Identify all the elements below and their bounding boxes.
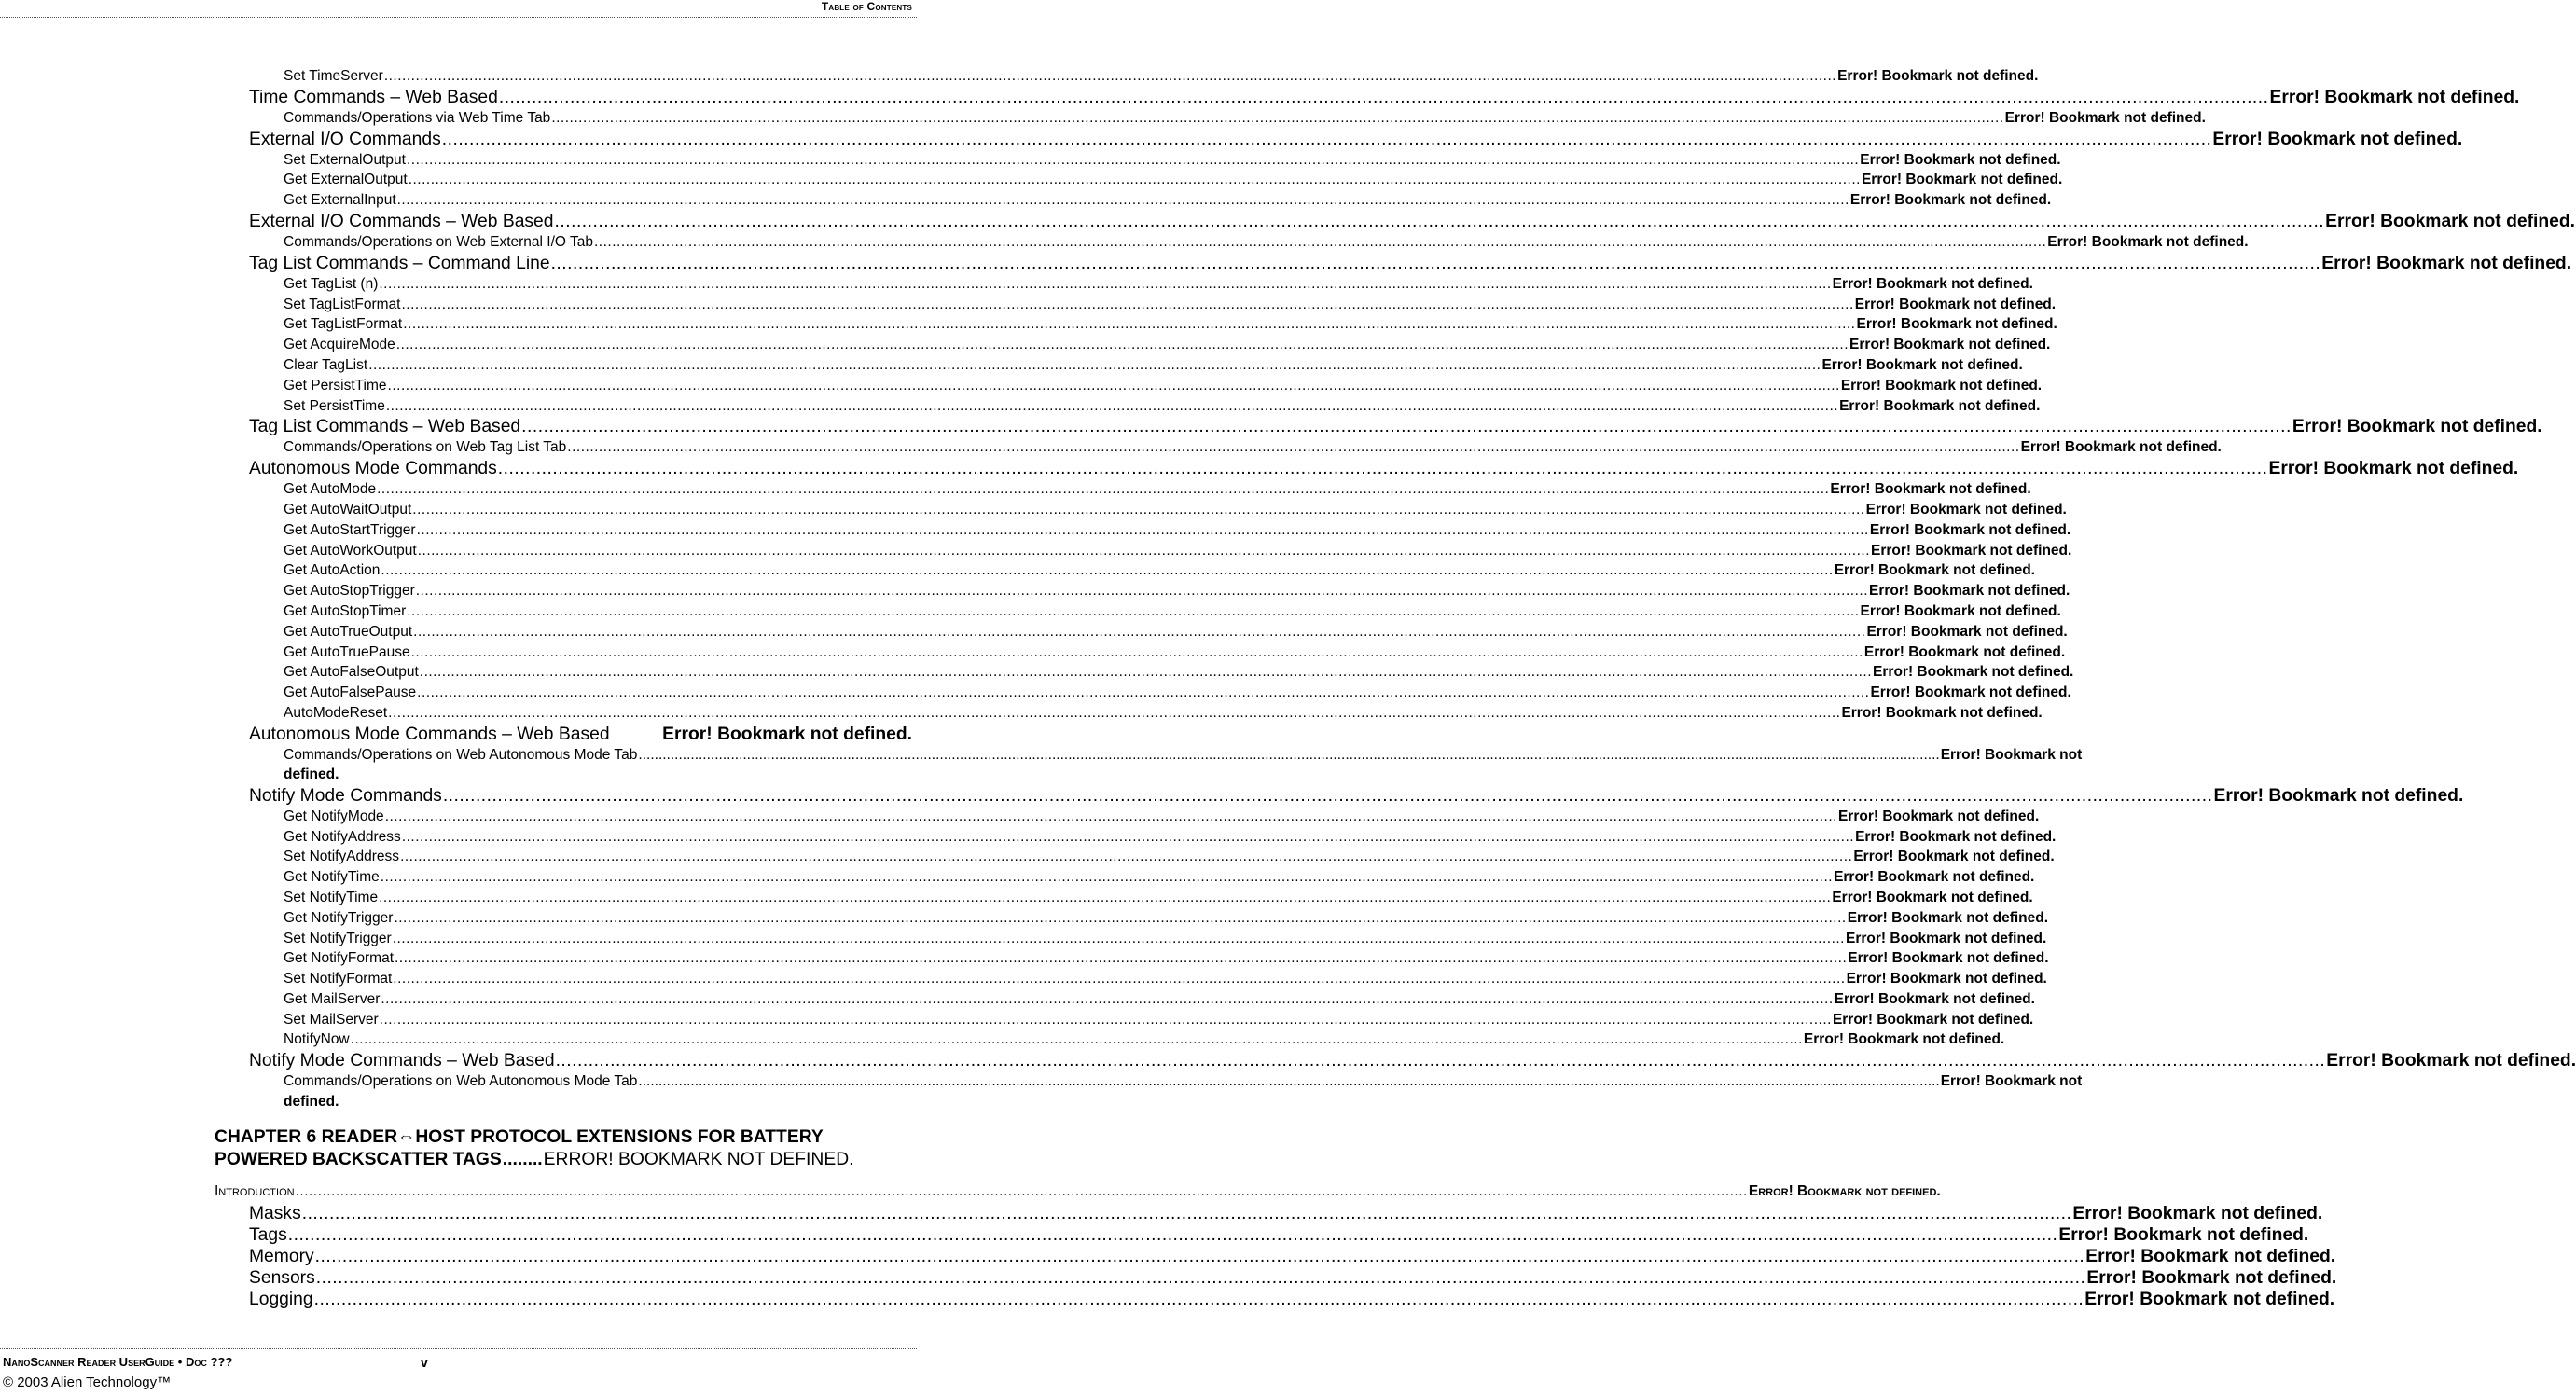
toc-entry-label: Time Commands – Web Based xyxy=(249,87,498,107)
toc-entry[interactable] xyxy=(0,1267,2337,1289)
toc-entry-label: Get NotifyMode xyxy=(284,808,384,824)
toc-entry-label: AutoModeReset xyxy=(284,704,388,721)
toc-entry-label: Set NotifyAddress xyxy=(284,849,400,865)
toc-page-ref[interactable]: Error! Bookmark not defined. xyxy=(1837,68,2039,84)
toc-entry-label: Logging xyxy=(249,1290,313,1310)
chapter-title-line2: POWERED BACKSCATTER TAGS xyxy=(215,1150,502,1170)
toc-page-ref[interactable]: Error! Bookmark not defined. xyxy=(1861,172,2063,188)
toc-leader-dots: .................................................................................................................................................................................................................................................................................................................................... xyxy=(521,417,2292,437)
toc-entry-label: Commands/Operations on Web Autonomous Mode Tab xyxy=(284,1073,638,1090)
toc-leader-dots: .................................................................................................................................................................................................................................................................................................................................... xyxy=(551,109,2004,126)
toc-entry[interactable] xyxy=(0,108,2206,129)
toc-page-ref[interactable]: Error! Bookmark not defined. xyxy=(1839,397,2041,414)
toc-entry[interactable] xyxy=(0,785,2464,807)
toc-leader-dots: .................................................................................................................................................................................................................................................................................................................................... xyxy=(441,129,2212,149)
toc-entry[interactable] xyxy=(0,355,2023,376)
toc-entry-label: Get AutoFalseOutput xyxy=(284,664,419,681)
toc-page-ref[interactable]: Error! Bookmark not defined. xyxy=(1848,950,2049,967)
toc-page-ref[interactable]: Error! Bookmark not defined. xyxy=(1847,909,2049,926)
toc-group-a xyxy=(0,66,2576,745)
toc-entry-label: Set NotifyTime xyxy=(284,889,379,905)
toc-entry-label: Set NotifyFormat xyxy=(284,971,393,988)
toc-page-ref[interactable]: Error! Bookmark not defined. xyxy=(2058,1225,2309,1246)
toc-leader-dots: .................................................................................................................................................................................................................................................................................................................................... xyxy=(392,930,1845,946)
toc-leader-dots: ........ xyxy=(502,1150,543,1170)
toc-entry-introduction[interactable] xyxy=(0,1181,1941,1203)
toc-entry-label: Autonomous Mode Commands – Web Based xyxy=(249,724,610,744)
toc-entry-label: Sensors xyxy=(249,1268,315,1289)
toc-entry[interactable] xyxy=(0,683,2071,703)
toc-page-ref[interactable]: Error! Bookmark not defined. xyxy=(1871,542,2072,559)
toc-page-ref[interactable]: Error! Bookmark not defined. xyxy=(2020,439,2222,456)
toc-leader-dots: .................................................................................................................................................................................................................................................................................................................................... xyxy=(417,542,1871,559)
toc-entry-label: Get AutoMode xyxy=(284,481,377,498)
toc-leader-dots: .................................................................................................................................................................................................................................................................................................................................... xyxy=(395,950,1848,967)
toc-entry[interactable] xyxy=(0,847,2055,867)
toc-leader-dots: .................................................................................................................................................................................................................................................................................................................................... xyxy=(313,1290,2084,1310)
toc-entry-label: Introduction xyxy=(215,1183,295,1200)
toc-entry[interactable] xyxy=(0,969,2047,989)
toc-entry-label: Set ExternalOutput xyxy=(284,151,406,168)
toc-entry[interactable] xyxy=(0,437,2222,458)
toc-entry-label: Set TagListFormat xyxy=(284,296,401,312)
toc-page-ref[interactable]: Error! Bookmark not defined. xyxy=(1832,889,2033,905)
toc-page-ref[interactable]: Error! Bookmark not defined. xyxy=(1834,990,2035,1007)
toc-entry-label: External I/O Commands – Web Based xyxy=(249,211,554,231)
toc-entry-label: Notify Mode Commands – Web Based xyxy=(249,1051,555,1071)
toc-leader-dots: .................................................................................................................................................................................................................................................................................................................................... xyxy=(385,397,1839,414)
toc-leader-dots: .................................................................................................................................................................................................................................................................................................................................... xyxy=(395,337,1849,353)
toc-leader-dots: .................................................................................................................................................................................................................................................................................................................................... xyxy=(408,172,1861,188)
toc-entry-label: Get AutoTruePause xyxy=(284,643,410,660)
toc-leader-dots: .................................................................................................................................................................................................................................................................................................................................... xyxy=(413,623,1866,640)
toc-entry[interactable] xyxy=(0,948,2049,969)
toc-entry-label: Tag List Commands – Web Based xyxy=(249,417,521,437)
toc-leader-dots: .................................................................................................................................................................................................................................................................................................................................... xyxy=(380,869,1834,886)
table-of-contents xyxy=(0,66,2576,1310)
toc-leader-dots: .................................................................................................................................................................................................................................................................................................................................... xyxy=(379,1011,1832,1028)
toc-entry-label: Masks xyxy=(249,1204,301,1224)
toc-leader-dots: .................................................................................................................................................................................................................................................................................................................................... xyxy=(400,849,1853,865)
toc-entry[interactable] xyxy=(0,929,2047,949)
toc-entry[interactable] xyxy=(0,66,2039,87)
toc-entry[interactable] xyxy=(0,376,2043,396)
toc-entry[interactable] xyxy=(0,396,2041,417)
toc-leader-dots: .................................................................................................................................................................................................................................................................................................................................... xyxy=(387,377,1840,394)
toc-entry[interactable] xyxy=(0,295,2057,315)
toc-page-ref[interactable]: Error! Bookmark not xyxy=(1940,746,2083,763)
chapter-page-ref[interactable]: ERROR! BOOKMARK NOT DEFINED. xyxy=(543,1150,854,1170)
toc-page-ref[interactable]: Error! Bookmark not defined. xyxy=(1856,316,2057,333)
toc-entry[interactable] xyxy=(0,541,2072,561)
toc-leader-dots: .................................................................................................................................................................................................................................................................................................................................... xyxy=(379,275,1832,292)
toc-entry-label: Set MailServer xyxy=(284,1011,379,1028)
toc-page-ref[interactable]: Error! Bookmark not defined. xyxy=(2085,1247,2336,1267)
toc-page-ref[interactable]: Error! Bookmark not defined. xyxy=(1832,275,2033,292)
toc-leader-dots: .................................................................................................................................................................................................................................................................................................................................... xyxy=(401,296,1854,312)
toc-page-ref[interactable]: Error! Bookmark not defined. xyxy=(1860,602,2061,619)
toc-entry-wrapped-a[interactable] xyxy=(0,745,2083,785)
toc-page-ref[interactable]: Error! Bookmark not defined. xyxy=(1846,930,2047,946)
toc-entry[interactable] xyxy=(0,170,2063,190)
toc-entry-label: Get TagListFormat xyxy=(284,316,403,333)
page-footer xyxy=(0,1348,917,1390)
toc-entry-label: Commands/Operations via Web Time Tab xyxy=(284,109,551,126)
toc-entry-label: Get NotifyTime xyxy=(284,869,380,886)
header-title: Table of Contents xyxy=(821,0,912,13)
toc-entry-label: Get AutoWorkOutput xyxy=(284,542,417,559)
chapter-title-line1: CHAPTER 6 READER⇔HOST PROTOCOL EXTENSIONS FOR BATTERY xyxy=(215,1127,824,1148)
toc-page-ref[interactable]: Error! Bookmark not defined. xyxy=(2326,1051,2576,1071)
toc-entry-label: Commands/Operations on Web Autonomous Mode Tab xyxy=(284,746,638,763)
toc-entry[interactable] xyxy=(0,458,2519,479)
toc-page-ref[interactable]: Error! Bookmark not defined. xyxy=(1863,643,2066,660)
toc-leader-dots: .................................................................................................................................................................................................................................................................................................................................... xyxy=(350,1031,1803,1048)
toc-leader-dots: .................................................................................................................................................................................................................................................................................................................................... xyxy=(381,990,1834,1007)
toc-page-ref[interactable]: Error! Bookmark not defined. xyxy=(1803,1031,2005,1048)
toc-page-ref[interactable]: Error! Bookmark not defined. xyxy=(1832,1011,2034,1028)
toc-entry-label: Get AutoWaitOutput xyxy=(284,501,412,518)
toc-entry-label: Tags xyxy=(249,1225,287,1246)
toc-entry-label: Get AutoStopTimer xyxy=(284,602,407,619)
toc-entry-label: NotifyNow xyxy=(284,1031,350,1048)
toc-group-b xyxy=(0,785,2576,1072)
footer-page-number: v xyxy=(421,1355,428,1370)
toc-entry[interactable] xyxy=(0,908,2049,929)
toc-entry[interactable] xyxy=(0,1029,2005,1050)
toc-leader-dots: .................................................................................................................................................................................................................................................................................................................................... xyxy=(393,971,1846,988)
toc-leader-dots: .................................................................................................................................................................................................................................................................................................................................... xyxy=(396,192,1849,209)
toc-entry[interactable] xyxy=(0,601,2061,622)
toc-leader-dots: .................................................................................................................................................................................................................................................................................................................................... xyxy=(410,643,1863,660)
toc-page-ref[interactable]: Error! Bookmark not defined. xyxy=(1854,296,2057,312)
toc-entry[interactable] xyxy=(0,807,2040,827)
toc-entry-label: Commands/Operations on Web Tag List Tab xyxy=(284,439,567,456)
toc-entry[interactable] xyxy=(0,581,2070,601)
toc-page-ref[interactable]: Error! Bookmark not defined. xyxy=(1834,869,2035,886)
toc-entry-label: Get ExternalInput xyxy=(284,192,396,209)
toc-page-ref[interactable]: Error! Bookmark not defined. xyxy=(1870,684,2071,701)
toc-entry[interactable] xyxy=(0,335,2051,355)
toc-entry-label: Get NotifyFormat xyxy=(284,950,394,967)
toc-leader-dots: .................................................................................................................................................................................................................................................................................................................................... xyxy=(314,1247,2085,1267)
toc-page-ref[interactable]: Error! Bookmark not defined. xyxy=(2213,785,2464,806)
toc-leader-dots: .................................................................................................................................................................................................................................................................................................................................... xyxy=(638,1073,1940,1090)
toc-page-ref[interactable]: Error! Bookmark not defined. xyxy=(1849,192,2052,209)
toc-entry-label: Get AutoTrueOutput xyxy=(284,623,413,640)
toc-page-ref[interactable]: Error! Bookmark not defined. xyxy=(2325,211,2576,231)
toc-entry[interactable] xyxy=(0,314,2057,335)
toc-leader-dots: .................................................................................................................................................................................................................................................................................................................................... xyxy=(555,1051,2326,1071)
toc-page-ref[interactable]: Error! Bookmark not defined. xyxy=(1834,562,2035,579)
toc-leader-dots: .................................................................................................................................................................................................................................................................................................................................... xyxy=(550,253,2321,273)
toc-page-ref[interactable]: Error! Bookmark not defined. xyxy=(2212,129,2463,149)
footer-doc-title: NanoScanner Reader UserGuide • Doc ??? xyxy=(3,1355,233,1369)
toc-entry[interactable] xyxy=(0,827,2057,848)
toc-page-ref-continued: defined. xyxy=(284,767,339,783)
toc-entry[interactable] xyxy=(0,211,2576,232)
toc-leader-dots: .................................................................................................................................................................................................................................................................................................................................... xyxy=(384,808,1837,824)
footer-copyright: © 2003 Alien Technology™ xyxy=(3,1374,172,1390)
toc-page-ref[interactable]: Error! Bookmark not xyxy=(1940,1073,2083,1090)
toc-entry-label: Get NotifyAddress xyxy=(284,828,401,845)
toc-entry-label: Tag List Commands – Command Line xyxy=(249,253,550,273)
toc-entry-label: Get AutoStartTrigger xyxy=(284,521,416,538)
toc-entry-wrapped-b[interactable] xyxy=(0,1071,2083,1112)
toc-entry[interactable] xyxy=(0,622,2068,642)
toc-leader-dots: .................................................................................................................................................................................................................................................................................................................................... xyxy=(388,704,1841,721)
toc-entry-label: Get AutoStopTrigger xyxy=(284,583,415,600)
toc-entry[interactable] xyxy=(0,150,2061,171)
toc-leader-dots: .................................................................................................................................................................................................................................................................................................................................... xyxy=(412,501,1865,518)
toc-leader-dots: .................................................................................................................................................................................................................................................................................................................................... xyxy=(442,785,2213,806)
toc-page-ref[interactable]: Error! Bookmark not defined. xyxy=(1837,808,2040,824)
toc-entry[interactable] xyxy=(0,87,2520,108)
toc-entry[interactable] xyxy=(0,642,2066,663)
toc-entry-label: Memory xyxy=(249,1247,314,1267)
toc-leader-dots: .................................................................................................................................................................................................................................................................................................................................... xyxy=(377,481,1830,498)
toc-entry-label: Clear TagList xyxy=(284,356,368,373)
toc-leader-dots: .................................................................................................................................................................................................................................................................................................................................... xyxy=(383,68,1837,84)
toc-entry[interactable] xyxy=(0,724,917,745)
toc-entry[interactable] xyxy=(0,232,2249,253)
toc-entry-label: Set NotifyTrigger xyxy=(284,930,392,946)
toc-leader-dots: .................................................................................................................................................................................................................................................................................................................................... xyxy=(315,1268,2086,1289)
toc-entry[interactable] xyxy=(0,888,2033,908)
toc-leader-dots: .................................................................................................................................................................................................................................................................................................................................... xyxy=(416,521,1869,538)
toc-entry[interactable] xyxy=(0,1224,2309,1246)
toc-entry[interactable] xyxy=(0,129,2463,150)
toc-entry-label: Get PersistTime xyxy=(284,377,387,394)
toc-leader-dots: .................................................................................................................................................................................................................................................................................................................................... xyxy=(419,664,1873,681)
toc-leader-dots: .................................................................................................................................................................................................................................................................................................................................... xyxy=(403,316,1856,333)
toc-page-ref[interactable]: Error! Bookmark not defined. xyxy=(1840,377,2043,394)
toc-leader-dots: .................................................................................................................................................................................................................................................................................................................................... xyxy=(567,439,2020,456)
toc-leader-dots: .................................................................................................................................................................................................................................................................................................................................... xyxy=(287,1225,2058,1246)
toc-page-ref[interactable]: Error! Bookmark not defined. xyxy=(1748,1183,1941,1200)
toc-entry-label: Get AcquireMode xyxy=(284,337,395,353)
toc-entry[interactable] xyxy=(0,1246,2336,1267)
toc-page-ref[interactable]: Error! Bookmark not defined. xyxy=(662,724,912,744)
toc-page-ref[interactable]: Error! Bookmark not defined. xyxy=(1849,337,2051,353)
toc-entry[interactable] xyxy=(0,416,2542,437)
toc-entry[interactable] xyxy=(0,500,2067,520)
toc-entry[interactable] xyxy=(0,1050,2576,1071)
toc-leader-dots: .................................................................................................................................................................................................................................................................................................................................... xyxy=(301,1204,2072,1224)
toc-entry[interactable] xyxy=(0,253,2572,274)
toc-page-ref[interactable]: Error! Bookmark not defined. xyxy=(2072,1204,2323,1224)
toc-page-ref[interactable]: Error! Bookmark not defined. xyxy=(1873,664,2074,681)
page-header xyxy=(0,0,917,18)
toc-page-ref[interactable]: Error! Bookmark not defined. xyxy=(2321,253,2572,273)
toc-entry-label: Commands/Operations on Web External I/O Tab xyxy=(284,233,593,250)
toc-entry[interactable] xyxy=(0,1289,2335,1310)
toc-leader-dots: .................................................................................................................................................................................................................................................................................................................................... xyxy=(554,211,2325,231)
toc-entry-label: Get AutoFalsePause xyxy=(284,684,417,701)
toc-leader-dots: .................................................................................................................................................................................................................................................................................................................................... xyxy=(381,562,1834,579)
toc-entry-label: Set PersistTime xyxy=(284,397,385,414)
toc-page-ref[interactable]: Error! Bookmark not defined. xyxy=(1866,623,2068,640)
toc-page-ref[interactable]: Error! Bookmark not defined. xyxy=(1869,521,2071,538)
toc-entry-label: Autonomous Mode Commands xyxy=(249,459,497,479)
toc-entry[interactable] xyxy=(0,520,2071,541)
toc-entry[interactable] xyxy=(0,479,2031,500)
toc-entry-label: Set TimeServer xyxy=(284,68,383,84)
toc-entry-label: Get MailServer xyxy=(284,990,381,1007)
toc-page-ref[interactable]: Error! Bookmark not defined. xyxy=(1846,971,2047,988)
toc-page-ref[interactable]: Error! Bookmark not defined. xyxy=(2292,417,2542,437)
toc-page-ref[interactable]: Error! Bookmark not defined. xyxy=(1865,501,2067,518)
toc-entry[interactable] xyxy=(0,1010,2034,1030)
toc-leader-dots: .................................................................................................................................................................................................................................................................................................................................... xyxy=(497,459,2268,479)
toc-page-ref[interactable]: Error! Bookmark not defined. xyxy=(1830,481,2031,498)
toc-page-ref[interactable]: Error! Bookmark not defined. xyxy=(2004,109,2206,126)
toc-entry[interactable] xyxy=(0,867,2035,888)
toc-page-ref[interactable]: Error! Bookmark not defined. xyxy=(1855,828,2057,845)
toc-page-ref[interactable]: Error! Bookmark not defined. xyxy=(2084,1290,2335,1310)
toc-entry[interactable] xyxy=(0,190,2052,211)
toc-leader-dots: .................................................................................................................................................................................................................................................................................................................................... xyxy=(406,151,1860,168)
toc-entry[interactable] xyxy=(0,560,2035,581)
toc-entry-label: Get TagList (n) xyxy=(284,275,379,292)
toc-entry[interactable] xyxy=(0,1203,2323,1224)
toc-page-ref[interactable]: Error! Bookmark not defined. xyxy=(1821,356,2023,373)
toc-leader-dots: .................................................................................................................................................................................................................................................................................................................................... xyxy=(295,1183,1748,1200)
toc-page-ref[interactable]: Error! Bookmark not defined. xyxy=(2269,87,2520,107)
toc-leader-dots: .................................................................................................................................................................................................................................................................................................................................... xyxy=(417,684,1870,701)
toc-page-ref[interactable]: Error! Bookmark not defined. xyxy=(1853,849,2055,865)
toc-chapter-entry[interactable] xyxy=(0,1126,917,1171)
toc-group-c xyxy=(0,1203,2337,1310)
toc-leader-dots: .................................................................................................................................................................................................................................................................................................................................... xyxy=(379,889,1832,905)
toc-leader-dots: .................................................................................................................................................................................................................................................................................................................................... xyxy=(593,233,2047,250)
toc-entry-label: Get AutoAction xyxy=(284,562,381,579)
toc-leader-dots: .................................................................................................................................................................................................................................................................................................................................... xyxy=(407,602,1860,619)
toc-page-ref[interactable]: Error! Bookmark not defined. xyxy=(1860,151,2061,168)
toc-entry[interactable] xyxy=(0,703,2043,724)
toc-leader-dots: .................................................................................................................................................................................................................................................................................................................................... xyxy=(415,583,1869,600)
toc-leader-dots: .................................................................................................................................................................................................................................................................................................................................... xyxy=(498,87,2269,107)
toc-page-ref[interactable]: Error! Bookmark not defined. xyxy=(2268,459,2519,479)
toc-page-ref[interactable]: Error! Bookmark not defined. xyxy=(1869,583,2070,600)
toc-leader-dots: .................................................................................................................................................................................................................................................................................................................................... xyxy=(638,746,1940,763)
toc-page-ref[interactable]: Error! Bookmark not defined. xyxy=(2047,233,2249,250)
toc-entry[interactable] xyxy=(0,662,2074,683)
toc-page-ref-continued: defined. xyxy=(284,1093,339,1110)
toc-entry-label: Get ExternalOutput xyxy=(284,172,408,188)
toc-leader-dots: .................................................................................................................................................................................................................................................................................................................................... xyxy=(401,828,1855,845)
toc-entry-label: Notify Mode Commands xyxy=(249,785,442,806)
toc-leader-dots: .................................................................................................................................................................................................................................................................................................................................... xyxy=(368,356,1821,373)
toc-entry[interactable] xyxy=(0,274,2033,295)
toc-leader-dots: .................................................................................................................................................................................................................................................................................................................................... xyxy=(394,909,1847,926)
toc-entry[interactable] xyxy=(0,989,2035,1010)
toc-page-ref[interactable]: Error! Bookmark not defined. xyxy=(1841,704,2043,721)
toc-page-ref[interactable]: Error! Bookmark not defined. xyxy=(2086,1268,2337,1289)
toc-entry-label: Get NotifyTrigger xyxy=(284,909,394,926)
toc-entry-label: External I/O Commands xyxy=(249,129,441,149)
